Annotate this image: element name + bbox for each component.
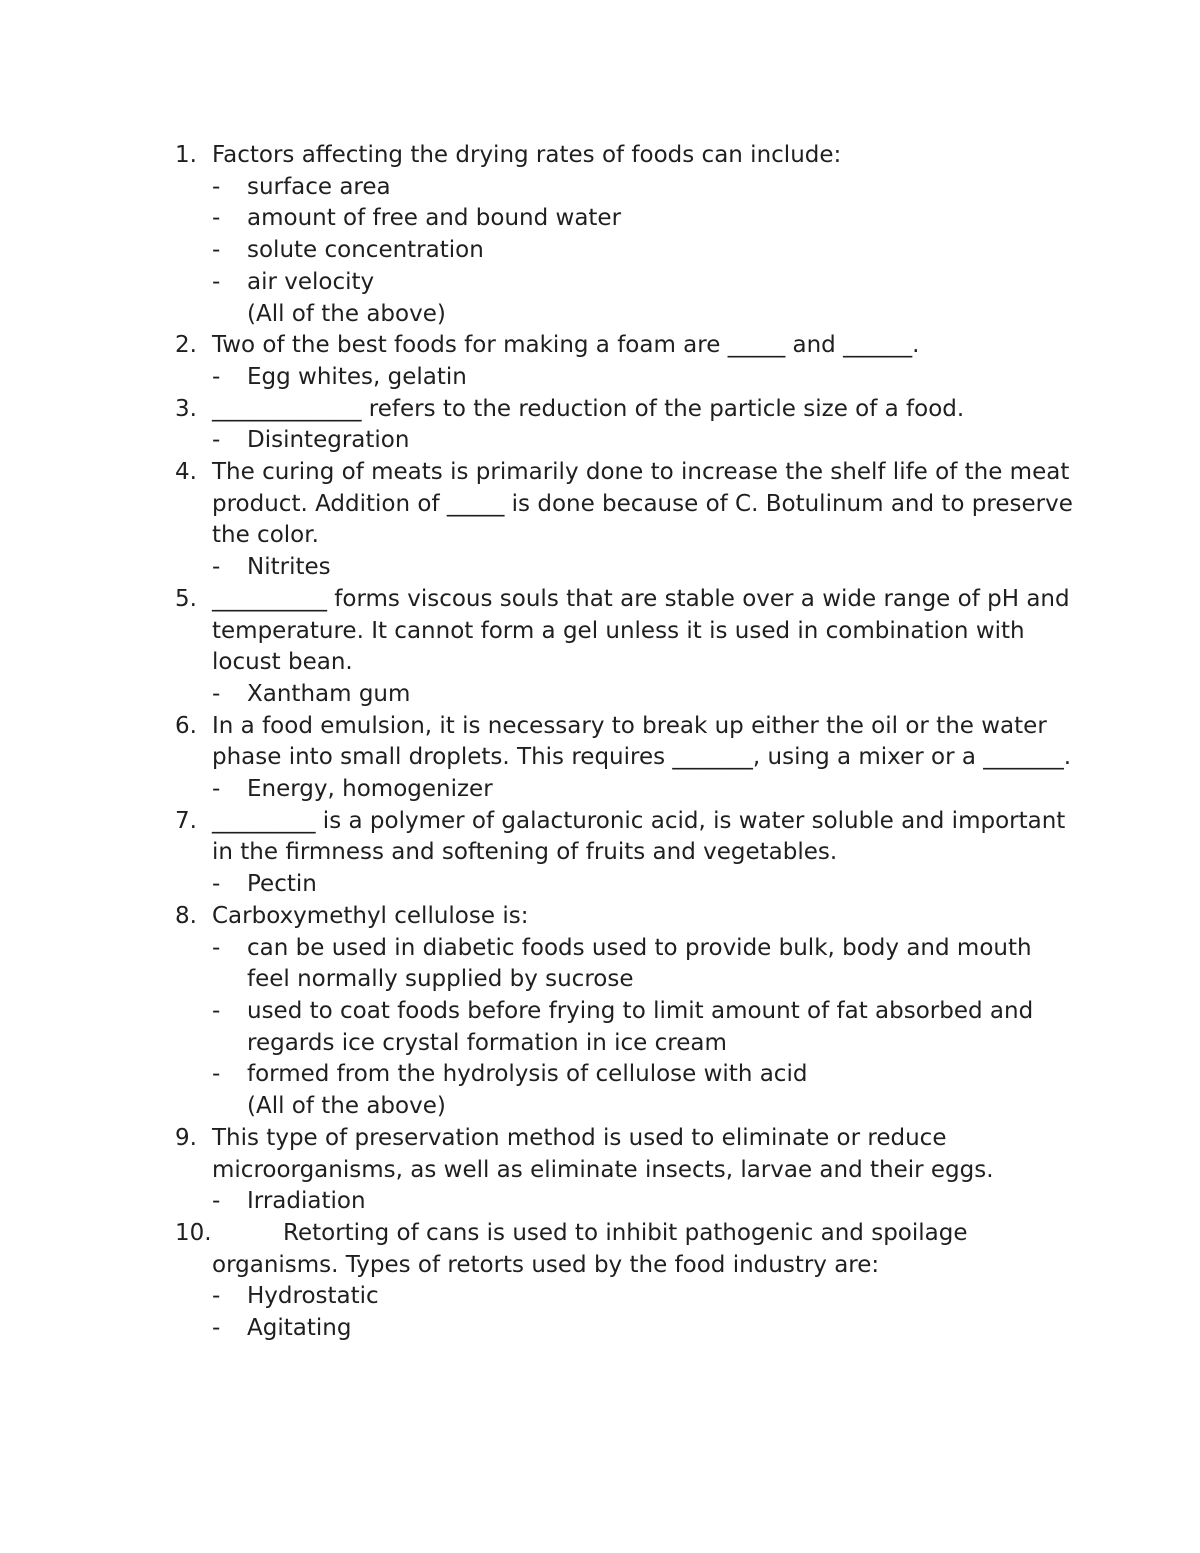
answer-text: Disintegration (247, 427, 410, 454)
question-text: _____________ refers to the reduction of the particle size of a food. (212, 395, 965, 422)
answer-text: Xantham gum (247, 680, 411, 707)
dash-icon: - (212, 173, 221, 200)
dash-icon: - (212, 363, 221, 390)
dash-icon: - (212, 554, 221, 581)
question-text: This type of preservation method is used to eliminate or reduce microorganisms, as well as eliminate insects, larvae and their eggs. (212, 1124, 994, 1183)
dash-icon: - (212, 1283, 221, 1310)
dash-icon: - (212, 1188, 221, 1215)
dash-icon: - (212, 205, 221, 232)
question-2 (175, 330, 1075, 393)
question-number: 9. (175, 1124, 197, 1151)
question-number: 5. (175, 585, 197, 612)
answer-text: Energy, homogenizer (247, 776, 493, 803)
answer-text: can be used in diabetic foods used to provide bulk, body and mouth feel normally supplied by sucrose (247, 934, 1032, 993)
question-number: 7. (175, 807, 197, 834)
answer-text: Agitating (247, 1315, 352, 1342)
dash-icon: - (212, 871, 221, 898)
answer-bullet (212, 235, 1075, 267)
answer-bullet (212, 869, 1075, 901)
answer-bullet (212, 679, 1075, 711)
question-4 (175, 457, 1075, 584)
answer-bullet (212, 425, 1075, 457)
question-text-rest: organisms. Types of retorts used by the food industry are: (212, 1251, 880, 1278)
question-6 (175, 711, 1075, 806)
dash-icon: - (212, 1315, 221, 1342)
question-text: Carboxymethyl cellulose is: (212, 902, 529, 929)
answer-bullet (212, 267, 1075, 299)
question-number: 3. (175, 395, 197, 422)
answer-text: air velocity (247, 268, 375, 295)
question-8 (175, 901, 1075, 1123)
answer-bullet (212, 1059, 1075, 1091)
question-number: 8. (175, 902, 197, 929)
answer-bullet (212, 933, 1075, 996)
dash-icon: - (212, 237, 221, 264)
answer-text: solute concentration (247, 237, 484, 264)
answer-note: (All of the above) (247, 1093, 446, 1120)
question-text: _________ is a polymer of galacturonic acid, is water soluble and important in the firmness and softening of fruits and vegetables. (212, 807, 1066, 866)
answer-note: (All of the above) (247, 300, 446, 327)
answer-bullet (212, 1186, 1075, 1218)
question-3 (175, 394, 1075, 457)
question-text: Two of the best foods for making a foam are _____ and ______. (212, 332, 920, 359)
dash-icon: - (212, 997, 221, 1024)
answer-text: Pectin (247, 871, 317, 898)
question-number: 4. (175, 459, 197, 486)
answer-bullet (212, 1281, 1075, 1313)
question-text: The curing of meats is primarily done to increase the shelf life of the meat product. Addition of _____ is done because of C. Botulinum and to preserve the color. (212, 459, 1073, 549)
question-10 (175, 1218, 1075, 1345)
answer-bullet (212, 552, 1075, 584)
question-number: 1. (175, 142, 197, 168)
question-text: Factors affecting the drying rates of foods can include: (212, 142, 842, 168)
question-number: 10. (175, 1219, 212, 1246)
answer-text: Hydrostatic (247, 1283, 379, 1310)
answer-bullet (212, 362, 1075, 394)
question-number: 2. (175, 332, 197, 359)
answer-bullet (212, 1313, 1075, 1345)
dash-icon: - (212, 680, 221, 707)
dash-icon: - (212, 934, 221, 961)
answer-text: amount of free and bound water (247, 205, 622, 232)
answer-text: Irradiation (247, 1188, 366, 1215)
answer-bullet (212, 774, 1075, 806)
dash-icon: - (212, 427, 221, 454)
question-text (212, 1218, 1075, 1281)
question-9 (175, 1123, 1075, 1218)
question-list (175, 140, 1075, 1345)
answer-text: formed from the hydrolysis of cellulose with acid (247, 1061, 808, 1088)
question-5 (175, 584, 1075, 711)
answer-bullet (212, 203, 1075, 235)
answer-text: Egg whites, gelatin (247, 363, 467, 390)
question-1 (175, 140, 1075, 330)
question-text: __________ forms viscous souls that are stable over a wide range of pH and temperature. It cannot form a gel unless it is used in combination with locust bean. (212, 585, 1070, 676)
dash-icon: - (212, 268, 221, 295)
question-number: 6. (175, 712, 197, 739)
dash-icon: - (212, 776, 221, 803)
answer-bullet (212, 172, 1075, 204)
question-7 (175, 806, 1075, 901)
answer-bullet (212, 996, 1075, 1059)
question-text-first-line: Retorting of cans is used to inhibit pathogenic and spoilage (283, 1219, 968, 1246)
dash-icon: - (212, 1061, 221, 1088)
answer-text: Nitrites (247, 554, 331, 581)
answer-text: surface area (247, 173, 391, 200)
answer-text: used to coat foods before frying to limit amount of fat absorbed and regards ice crystal formation in ice cream (247, 997, 1034, 1056)
question-text: In a food emulsion, it is necessary to break up either the oil or the water phase into small droplets. This requires _______, using a mixer or a _______. (212, 712, 1072, 771)
